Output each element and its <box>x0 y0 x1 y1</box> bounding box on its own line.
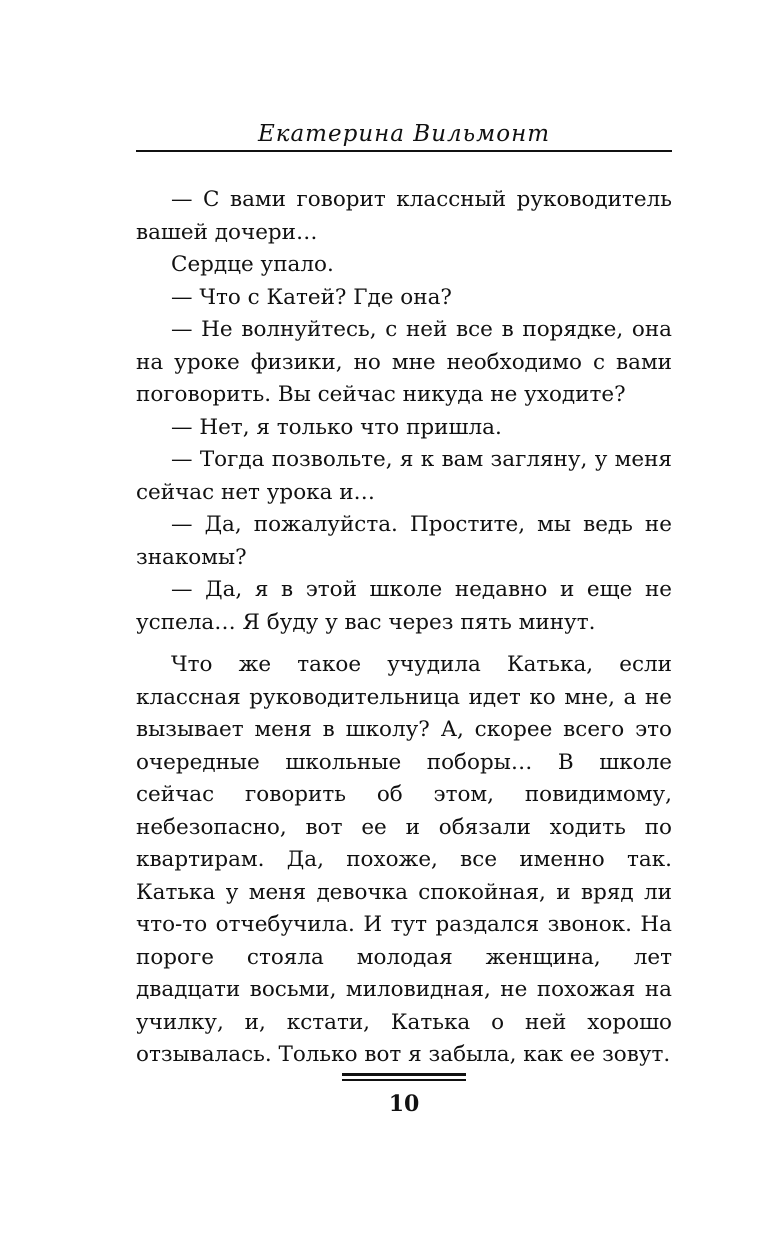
paragraph-5: — Нет, я только что пришла. <box>171 414 502 440</box>
paragraph-4: — Не волнуйтесь, с ней все в порядке, она на уроке физики, но мне необходимо с вами поговорить. Вы сейчас никуда не уходите? <box>136 317 672 407</box>
paragraph-7: — Да, пожалуйста. Простите, мы ведь не знакомы? <box>136 512 672 570</box>
header-rule <box>136 150 672 152</box>
footer-rule-thick <box>342 1073 466 1076</box>
paragraph-1: — С вами говорит классный руководитель вашей дочери… <box>136 187 672 245</box>
page-number: 10 <box>388 1091 420 1117</box>
paragraph-3: — Что с Катей? Где она? <box>171 284 452 310</box>
footer-rule-thin <box>342 1079 466 1081</box>
paragraph-6: — Тогда позвольте, я к вам загляну, у меня сейчас нет урока и… <box>136 447 672 505</box>
paragraph-9: Что же такое учудила Катька, если классная руководительница идет ко мне, а не вызывает меня в школу? А, скорее всего это очередные школьные поборы… В школе сейчас говорить об этом, повидимому, небезопасно, вот ее и обязали ходить по квартирам. Да, похоже, все именно так. Катька у меня девочка спокойная, и вряд ли что-то отчебучила. И тут раздался звонок. На пороге стояла молодая женщина, лет двадцати восьми, миловидная, не похожая на училку, и, кстати, Катька о ней хорошо отзывалась. Только вот я забыла, как ее зовут. <box>136 652 672 1067</box>
paragraph-8: — Да, я в этой школе недавно и еще не успела… Я буду у вас через пять минут. <box>136 577 672 635</box>
running-header-author: Екатерина Вильмонт <box>257 121 551 147</box>
paragraph-2: Сердце упало. <box>171 252 334 277</box>
body-text <box>136 184 672 1072</box>
